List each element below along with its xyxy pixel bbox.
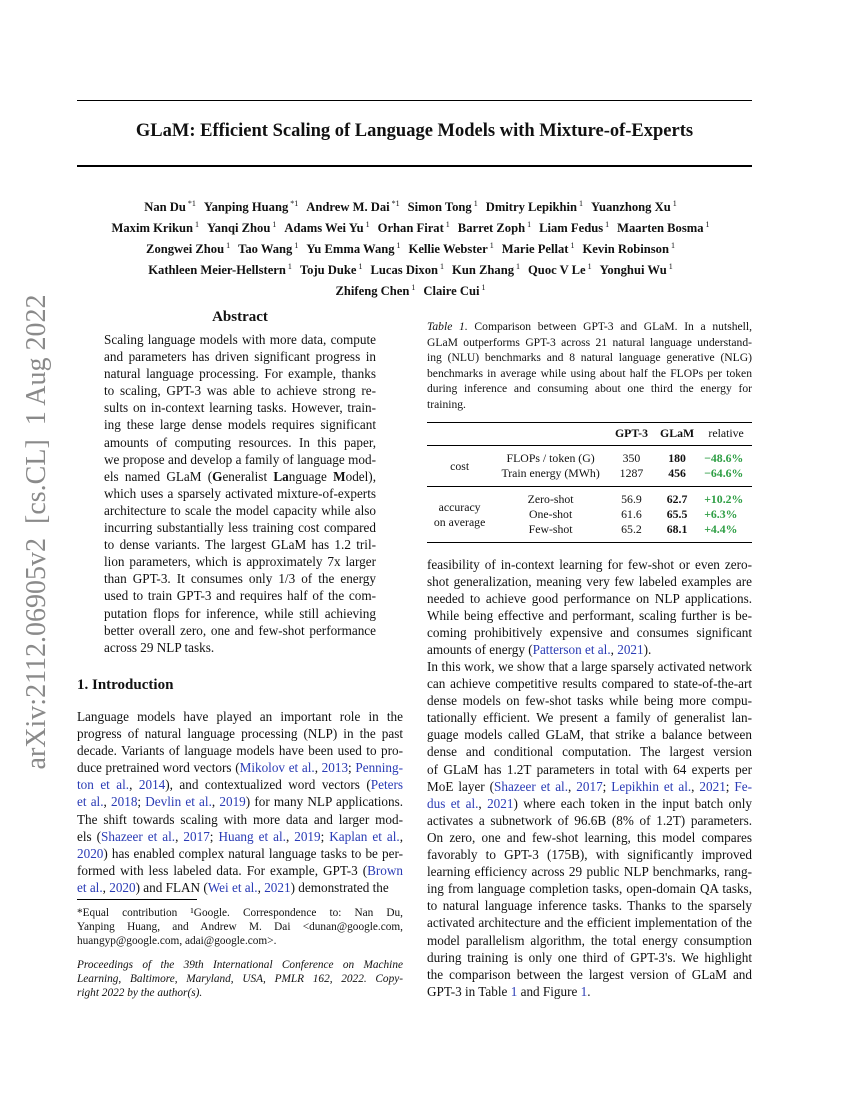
text-line: shot generalization, meaning very few labeled examples are [427, 574, 752, 590]
text-segment: eneralist [222, 468, 274, 484]
text-segment: ) and FLAN ( [135, 879, 208, 895]
author-affiliation-mark: 1 [445, 220, 450, 229]
col-header-gpt3: GPT-3 [614, 426, 648, 440]
author-name: Maxim Krikun [111, 221, 193, 235]
text-line: sults on in-context learning tasks. However, train- [104, 400, 376, 416]
text-line: ing from language completion tasks, open-domain QA tasks, [427, 881, 752, 897]
author-name: Yanping Huang [203, 200, 289, 214]
gpt3-value: 56.9 [621, 492, 642, 506]
gpt3-value: 65.2 [621, 522, 642, 536]
text-line: lion parameters, which is approximately 7x larger [104, 554, 376, 570]
text-line [427, 795, 752, 812]
author-name: Simon Tong [407, 200, 472, 214]
footnote-line: Proceedings of the 39th International Conference on Machine [77, 959, 403, 971]
relative-change: +6.3% [704, 507, 738, 521]
citation-link[interactable]: Brown [367, 862, 403, 878]
bold-text: La [273, 468, 289, 484]
text-segment: , [129, 777, 139, 793]
author-list [77, 195, 752, 300]
citation-link[interactable]: Devlin et al. [145, 794, 212, 810]
author-name: Kun Zhang [452, 263, 515, 277]
author-affiliation-mark: 1 [226, 241, 231, 250]
citation-link[interactable]: 2021 [617, 642, 644, 658]
text-line: amounts of computing resources. In this paper, [104, 434, 376, 450]
text-line: guage models called GLaM, that strike a balance between [427, 727, 752, 743]
author-affiliation-mark: 1 [672, 199, 677, 208]
citation-link[interactable]: 2021 [487, 795, 514, 811]
text-line: better overall zero, one and few-shot performance [104, 622, 376, 638]
relative-change: +10.2% [704, 492, 744, 506]
text-segment: , [103, 794, 112, 810]
text-line [77, 759, 403, 776]
author-affiliation-mark: 1 [668, 262, 673, 271]
citation-link[interactable]: Penning- [355, 760, 404, 776]
citation-link[interactable]: et al. [77, 879, 103, 895]
text-line: to scaling, GPT-3 was able to achieve strong re- [104, 383, 376, 399]
gpt3-value: 350 [622, 451, 641, 465]
text-segment: MoE layer ( [427, 778, 495, 794]
citation-link[interactable]: Lepikhin et al. [611, 778, 692, 794]
author-affiliation-mark: 1 [489, 241, 494, 250]
author-affiliation-mark: 1 [440, 262, 445, 271]
author-name: Quoc V Le [528, 263, 586, 277]
caption-line [427, 319, 752, 335]
metric-name: FLOPs / token (G) [506, 451, 595, 465]
table-row [427, 487, 752, 508]
right-paragraph-2 [427, 658, 752, 1000]
title-rule [77, 165, 752, 167]
text-line: than GPT-3. It consumes only 1/3 of the energy [104, 571, 376, 587]
text-segment: , [175, 828, 184, 844]
author-affiliation-mark: 1 [272, 220, 277, 229]
introduction-body [77, 708, 403, 896]
author-affiliation-mark: 1 [516, 262, 521, 271]
text-line: incurring substantially less training cost compared [104, 520, 376, 536]
author-name: Yonghui Wu [599, 263, 667, 277]
author-name: Adams Wei Yu [284, 221, 364, 235]
text-segment: formed with less labeled data. For example, GPT-3 ( [77, 862, 368, 878]
text-line: On zero, one and few-shot learning, this model compares [427, 829, 752, 845]
author-affiliation-mark: 1 [605, 220, 610, 229]
text-line [77, 828, 403, 845]
citation-link[interactable]: Shazeer et al. [494, 778, 569, 794]
citation-link[interactable]: 2021 [264, 879, 291, 895]
citation-link[interactable]: et al. [77, 794, 104, 810]
text-line: dense models on few-shot tasks while being more compu- [427, 693, 752, 709]
author-row [77, 258, 752, 279]
text-line [77, 862, 403, 879]
text-line: progress of natural language processing (NLP) in the past [77, 726, 403, 742]
text-line: activates a subnetwork of 96.6B (8% of 1.2T) parameters. [427, 812, 752, 828]
citation-link[interactable]: Fe- [734, 778, 753, 794]
footnote-line: right 2022 by the author(s). [77, 987, 203, 1000]
text-line [77, 793, 403, 810]
text-segment: , [478, 795, 488, 811]
author-name: Lucas Dixon [370, 263, 439, 277]
author-affiliation-mark: 1 [579, 199, 584, 208]
text-line: the comparison between the largest version of GLaM and [427, 966, 752, 982]
arxiv-identifier[interactable]: arXiv:2112.06905v2 [cs.CL] 1 Aug 2022 [21, 294, 52, 770]
author-name: Andrew M. Dai [306, 200, 390, 214]
text-segment: ) for many NLP applications. [245, 794, 404, 810]
introduction-heading: 1. Introduction [77, 677, 174, 693]
citation-link[interactable]: 2021 [699, 778, 726, 794]
text-line: feasibility of in-context learning for few-shot or even zero- [427, 557, 752, 572]
text-segment: amounts of energy ( [427, 642, 533, 658]
text-segment: GPT-3 in Table [427, 983, 511, 999]
text-segment: ) demonstrated the [290, 879, 389, 895]
text-line: activated architecture and the efficient implementation of the [427, 915, 752, 931]
text-segment: ; [348, 760, 356, 776]
text-line: and parameters has driven significant progress in [104, 349, 376, 365]
citation-link[interactable]: Wei et al. [207, 879, 258, 895]
footnote-line: huangyp@google.com, adai@google.com>. [77, 935, 277, 948]
text-line: tationally efficient. We present a family of generalist lan- [427, 710, 752, 726]
text-segment: , [285, 828, 295, 844]
author-affiliation-mark: 1 [194, 220, 199, 229]
text-segment: , [314, 760, 322, 776]
author-affiliation-mark: 1 [294, 241, 299, 250]
text-segment: duce pretrained word vectors ( [77, 760, 240, 776]
author-name: Zongwei Zhou [146, 242, 225, 256]
text-line: architecture to scale the model capacity while also [104, 502, 376, 518]
text-segment: , [610, 642, 618, 658]
metric-name: Zero-shot [527, 492, 574, 506]
author-name: Marie Pellat [501, 242, 569, 256]
text-line: needed to achieve good performance on NLP applications. [427, 591, 752, 607]
caption-text: benchmarks in average while using about half the FLOPs per token [427, 366, 752, 380]
relative-change: +4.4% [704, 522, 738, 536]
footnote-line: *Equal contribution ¹Google. Correspondence to: Nan Du, [77, 907, 403, 919]
text-segment: , [399, 828, 403, 844]
text-line: coming prohibitively expensive and consumes significant [427, 625, 752, 641]
table-row [427, 446, 752, 467]
author-name: Toju Duke [299, 263, 357, 277]
citation-link[interactable]: dus et al. [427, 795, 479, 811]
caption-text: GLaM outperforms GPT-3 across 21 natural language understand- [427, 335, 752, 349]
author-name: Zhifeng Chen [335, 284, 410, 298]
text-line: The shift towards scaling with more data and larger mod- [77, 811, 403, 827]
citation-link[interactable]: 2019 [294, 828, 321, 844]
abstract-heading: Abstract [212, 309, 268, 325]
paper-title: GLaM: Efficient Scaling of Language Models with Mixture-of-Experts [135, 121, 694, 141]
citation-link[interactable]: 2017 [576, 778, 603, 794]
footnote-proceedings [77, 958, 403, 1001]
author-name: Yuanzhong Xu [591, 200, 671, 214]
text-segment: els ( [77, 828, 102, 844]
citation-link[interactable]: 2017 [183, 828, 210, 844]
group-label-line: on average [433, 514, 486, 529]
top-rule [77, 100, 752, 101]
right-paragraph-1 [427, 556, 752, 659]
text-line [427, 983, 752, 1000]
gpt3-value: 1287 [619, 466, 644, 480]
author-affiliation-mark: 1 [527, 220, 532, 229]
text-segment: , [568, 778, 577, 794]
text-line [77, 776, 403, 793]
text-segment: ; [320, 828, 330, 844]
author-affiliation-mark: 1 [473, 199, 478, 208]
text-line: used to train GPT-3 and requires half of the com- [104, 588, 376, 604]
author-name: Yanqi Zhou [206, 221, 271, 235]
text-line: which uses a sparsely activated mixture-of-experts [104, 485, 376, 501]
caption-text: ing (NLU) benchmarks and 8 natural language generative (NLG) [427, 351, 752, 365]
caption-line [427, 397, 752, 413]
row-group-label [427, 487, 492, 543]
text-line [427, 778, 752, 795]
citation-link[interactable]: Shazeer et al. [101, 828, 176, 844]
text-line [77, 879, 403, 896]
text-segment: , [257, 879, 265, 895]
text-line: In this work, we show that a large sparsely activated network [427, 659, 752, 674]
author-affiliation-mark: 1 [705, 220, 710, 229]
glam-value: 180 [668, 451, 686, 465]
author-row [77, 216, 752, 237]
citation-link[interactable]: Kaplan et al. [329, 828, 400, 844]
text-segment: , [211, 794, 220, 810]
caption-text: training. [427, 397, 466, 411]
author-affiliation-mark: 1 [358, 262, 363, 271]
author-name: Orhan Firat [377, 221, 444, 235]
text-line: Scaling language models with more data, compute [104, 332, 376, 347]
author-affiliation-mark: 1 [365, 220, 370, 229]
row-group-label [427, 446, 492, 487]
citation-link[interactable]: 2013 [321, 760, 349, 776]
citation-link[interactable]: Peters [370, 777, 403, 793]
text-line: natural language processing. For example, thanks [104, 366, 376, 382]
relative-change: −48.6% [704, 451, 744, 465]
caption-line [427, 350, 752, 366]
glam-value: 456 [668, 466, 686, 480]
comparison-table [427, 422, 752, 543]
caption-label: Table 1. [427, 320, 468, 333]
author-affiliation-mark: 1 [396, 241, 401, 250]
caption-text: during inference and consuming about one third the energy for [427, 382, 752, 396]
text-line [427, 641, 752, 658]
author-affiliation-mark: 1 [411, 283, 416, 292]
author-name: Tao Wang [238, 242, 293, 256]
glam-value: 62.7 [666, 492, 688, 506]
citation-link[interactable]: 1 [510, 983, 518, 999]
text-line: decade. Variants of language models have been used to pro- [77, 743, 403, 759]
text-line: Language models have played an important role in the [77, 709, 403, 724]
citation-link[interactable]: ton et al. [77, 777, 130, 793]
col-header-relative: relative [708, 426, 744, 440]
text-line: to dense variants. The largest GLaM has 1.2 tril- [104, 537, 376, 553]
text-segment: ; [602, 778, 612, 794]
text-line: can achieve competitive results compared to state-of-the-art [427, 676, 752, 692]
footnote-line: Yanping Huang, and Andrew M. Dai <dunan@google.com, [77, 921, 403, 934]
text-line: during training is only one third of GPT-3's. We highlight [427, 949, 752, 965]
caption-line [427, 381, 752, 397]
group-label-line: accuracy [438, 499, 481, 514]
glam-value: 68.1 [666, 522, 688, 536]
bold-text: G [212, 468, 223, 484]
author-row [77, 195, 752, 216]
text-segment: odel), [345, 468, 376, 484]
text-line: of GLaM has 1.2T parameters in total with 64 experts per [427, 761, 752, 777]
author-name: Kathleen Meier-Hellstern [148, 263, 286, 277]
author-affiliation-mark: *1 [391, 199, 400, 208]
text-line: across 29 NLP tasks. [104, 639, 215, 655]
text-segment: ; [209, 828, 219, 844]
author-affiliation-mark: *1 [187, 199, 196, 208]
bold-text: M [333, 468, 346, 484]
text-segment: ). [643, 642, 652, 658]
text-segment: ) where each token in the input batch only [513, 795, 752, 811]
text-segment: and Figure [517, 983, 581, 999]
footnote-line: Learning, Baltimore, Maryland, USA, PMLR 162, 2022. Copy- [77, 973, 403, 986]
citation-link[interactable]: 2020 [109, 879, 136, 895]
metric-name: Train energy (MWh) [501, 466, 600, 480]
citation-link[interactable]: 2019 [219, 794, 246, 810]
author-row [77, 237, 752, 258]
relative-change: −64.6% [704, 466, 744, 480]
gpt3-value: 61.6 [621, 507, 642, 521]
text-segment: . [587, 983, 591, 999]
citation-link[interactable]: Patterson et al. [532, 642, 611, 658]
author-name: Claire Cui [423, 284, 480, 298]
col-header-glam: GLaM [660, 426, 695, 440]
group-label-line: cost [450, 458, 470, 473]
author-affiliation-mark: 1 [670, 241, 675, 250]
text-line [77, 845, 403, 862]
caption-text: Comparison between GPT-3 and GLaM. In a nutshell, [467, 320, 752, 333]
text-line: putation flops for inference, while still achieving [104, 605, 376, 621]
author-name: Barret Zoph [457, 221, 526, 235]
text-segment: ) has enabled complex natural language tasks to be per- [103, 845, 403, 861]
author-affiliation-mark: 1 [287, 262, 292, 271]
citation-link[interactable]: 2014 [138, 777, 166, 793]
text-line: to natural language inference tasks. Thanks to the sparsely [427, 898, 752, 914]
text-line: ing these large dense models requires significant [104, 417, 376, 433]
citation-link[interactable]: Mikolov et al. [239, 760, 315, 776]
author-name: Yu Emma Wang [306, 242, 395, 256]
glam-value: 65.5 [666, 507, 688, 521]
text-segment: , [691, 778, 700, 794]
citation-link[interactable]: Huang et al. [218, 828, 286, 844]
text-line: we propose and develop a family of language mod- [104, 451, 376, 467]
table-caption [427, 319, 752, 413]
text-line: While being effective and performant, scaling further is be- [427, 608, 752, 624]
footnote-affiliation [77, 906, 403, 949]
author-name: Maarten Bosma [617, 221, 704, 235]
footnote-rule [77, 899, 197, 900]
text-segment: nguage [288, 468, 334, 484]
text-line [104, 468, 376, 485]
text-segment: ; [725, 778, 735, 794]
author-name: Kevin Robinson [582, 242, 669, 256]
author-affiliation-mark: *1 [290, 199, 299, 208]
metric-name: Few-shot [528, 522, 573, 536]
text-segment: , [102, 879, 110, 895]
citation-link[interactable]: 1 [580, 983, 588, 999]
author-affiliation-mark: 1 [481, 283, 486, 292]
text-line: model parallelism algorithm, the total energy consumption [427, 932, 752, 948]
author-affiliation-mark: 1 [570, 241, 575, 250]
text-segment: ; [137, 794, 146, 810]
text-line: dense and conditional computation. The largest version [427, 744, 752, 760]
author-row [77, 279, 752, 300]
text-segment: ), and contextualized word vectors ( [165, 777, 371, 793]
metric-name: One-shot [528, 507, 573, 521]
abstract-body [104, 331, 376, 656]
citation-link[interactable]: 2020 [77, 845, 104, 861]
text-segment: els named GLaM ( [104, 468, 213, 484]
text-line: learning efficiency across 29 public NLP benchmarks, rang- [427, 864, 752, 880]
caption-line [427, 335, 752, 351]
author-name: Dmitry Lepikhin [485, 200, 578, 214]
author-name: Nan Du [144, 200, 186, 214]
citation-link[interactable]: 2018 [111, 794, 138, 810]
author-name: Liam Fedus [539, 221, 604, 235]
author-name: Kellie Webster [408, 242, 488, 256]
author-affiliation-mark: 1 [587, 262, 592, 271]
text-line: favorably to GPT-3 (175B), with significantly improved [427, 847, 752, 863]
caption-line [427, 366, 752, 382]
